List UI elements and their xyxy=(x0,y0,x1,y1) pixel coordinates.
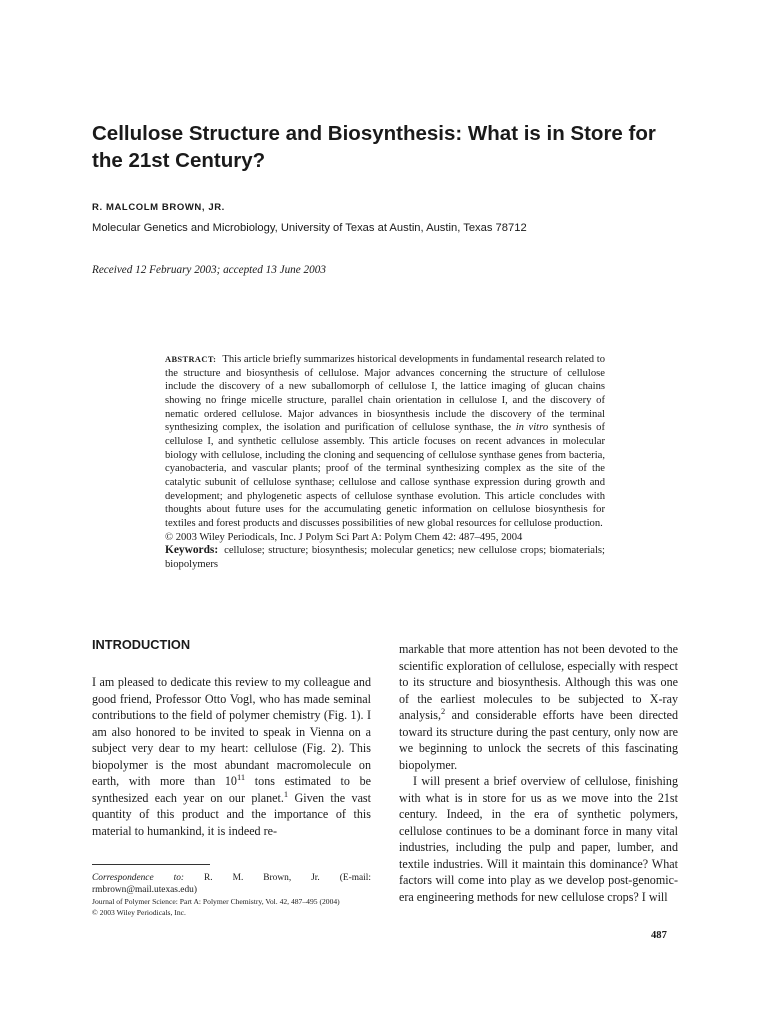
body-paragraph xyxy=(399,641,678,773)
body-text: and considerable efforts have been directed toward its structure during the past century, only now are we beginning to unlock the secrets of this fascinating biopolymer. xyxy=(399,708,678,772)
keywords-list: cellulose; structure; biosynthesis; molecular genetics; new cellulose crops; biomaterials; biopolymers xyxy=(165,545,605,570)
body-paragraph xyxy=(92,674,371,839)
abstract-text-part2: synthesis of cellulose I, and synthetic cellulose assembly. This article focuses on recent advances in molecular biology with cellulose, including the cloning and sequencing of cellulose synthase genes from bacteria, cyanobacteria, and vascular plants; proof of the terminal synthesizing complex as the site of the catalytic subunit of cellulose synthase; cellulose and callose synthase expression during growth and development; and phylogenetic aspects of cellulose synthase evolution. This article concludes with thoughts about future uses for the accumulating genetic information on cellulose biosynthesis for textiles and forest products and discusses possibilities of new global resources for cellulose production. xyxy=(165,422,605,529)
correspondence-text: R. M. Brown, Jr. (E-mail: rmbrown@mail.utexas.edu) xyxy=(92,873,371,896)
abstract-block xyxy=(165,353,605,572)
body-text: tons estimated to be synthesized each year on our planet. xyxy=(92,774,371,805)
journal-copyright: © 2003 Wiley Periodicals, Inc. xyxy=(92,907,186,917)
author-name: R. MALCOLM BROWN, JR. xyxy=(92,202,225,213)
body-text: Given the vast quantity of this product and the importance of this material to humankind, it is indeed re- xyxy=(92,790,372,838)
author-affiliation: Molecular Genetics and Microbiology, University of Texas at Austin, Austin, Texas 78712 xyxy=(92,222,527,234)
body-text: I am pleased to dedicate this review to my colleague and good friend, Professor Otto Vogl, who has made seminal contributions to the field of polymer chemistry (Fig. 1). I am also honored to be invited to speak in Vienna on a subject very dear to my heart: cellulose (Fig. 2). This biopolymer is the most abundant macromolecule on earth, with more than 10 xyxy=(92,675,371,788)
received-dates: Received 12 February 2003; accepted 13 June 2003 xyxy=(92,264,326,276)
correspondence-label: Correspondence to: xyxy=(92,873,185,883)
abstract-label: ABSTRACT: xyxy=(165,355,217,364)
reference-marker: 1 xyxy=(283,788,289,799)
journal-reference xyxy=(92,897,371,918)
body-column-left xyxy=(92,674,371,839)
body-text: markable that more attention has not been devoted to the scientific exploration of cellulose, especially with respect to its structure and biosynthesis. Although this was one of the earliest molecules to be subjected to X-ray analysis, xyxy=(399,642,678,722)
page-number: 487 xyxy=(651,930,667,941)
body-paragraph: I will present a brief overview of cellulose, finishing with what is in store for us as we move into the 21st century. Indeed, in the era of synthetic polymers, cellulose continues to be a dominant force in many vital industries, including the pulp and paper, lumber, and textile industries. Will it maintain this dominance? What factors will come into play as we develop post-genomic-era engineering methods for new cellulose crops? I will xyxy=(399,774,678,904)
abstract-copyright: © 2003 Wiley Periodicals, Inc. J Polym Sci Part A: Polym Chem 42: 487–495, 2004 xyxy=(165,531,523,543)
footnote-divider xyxy=(92,864,210,865)
abstract-text-part1: This article briefly summarizes historical developments in fundamental research related to the structure and biosynthesis of cellulose. Major advances concerning the structure of cellulose include the discovery of a new suballomorph of cellulose I, the lattice imaging of glucan chains showing no fringe micelle structure, parallel chain orientation in cellulose I, and the discovery of nematic ordered cellulose. Major advances in biosynthesis include the discovery of the terminal synthesizing complex, the isolation and purification of cellulose synthase, the xyxy=(165,354,605,434)
journal-citation: Journal of Polymer Science: Part A: Polymer Chemistry, Vol. 42, 487–495 (2004) xyxy=(92,897,340,906)
correspondence-footnote xyxy=(92,872,371,896)
keywords-line xyxy=(165,544,605,571)
superscript-exponent: 11 xyxy=(236,771,246,782)
abstract-paragraph xyxy=(165,353,605,531)
article-title: Cellulose Structure and Biosynthesis: What is in Store for the 21st Century? xyxy=(92,122,656,172)
keywords-label: Keywords: xyxy=(165,544,219,557)
reference-marker: 2 xyxy=(441,705,446,716)
section-heading-introduction: INTRODUCTION xyxy=(92,637,191,652)
body-column-right xyxy=(399,641,678,905)
abstract-italic-term: in vitro xyxy=(515,422,549,434)
